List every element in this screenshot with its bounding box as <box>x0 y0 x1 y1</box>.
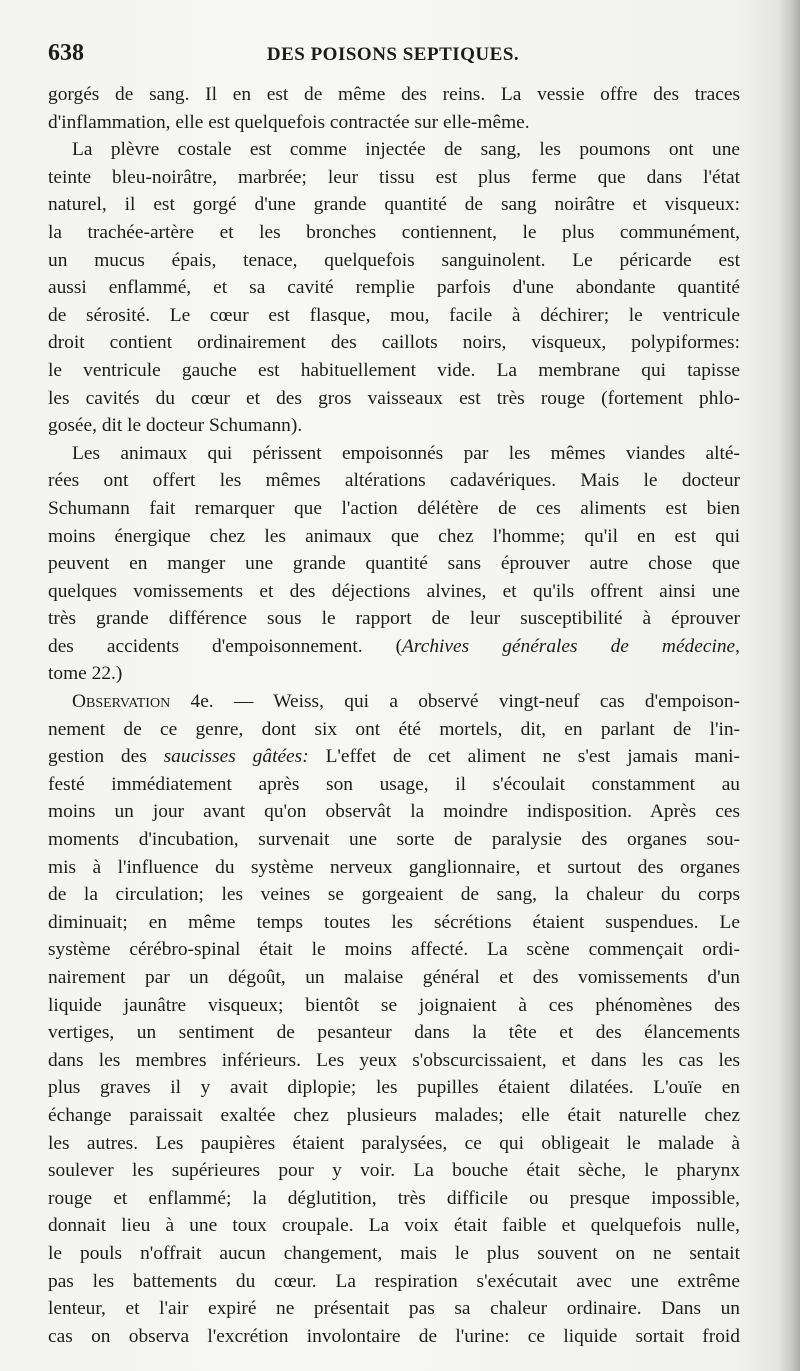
text-line <box>48 1019 740 1047</box>
line-text: nairement par un dégoût, un malaise général et des vomissements d'un <box>48 967 740 988</box>
line-text: un mucus épais, tenace, quelquefois sanguinolent. Le péricarde est <box>48 249 740 271</box>
line-text: naturel, il est gorgé d'une grande quantité de sang noirâtre et visqueux: <box>48 194 740 216</box>
text-line <box>48 136 740 164</box>
text-line <box>48 1295 740 1323</box>
text-line <box>48 688 740 716</box>
line-text: gosée, dit le docteur Schumann). <box>48 415 303 437</box>
line-text: nement de ce genre, dont six ont été mortels, dit, en parlant de l'in- <box>48 718 740 740</box>
text-line <box>48 1102 740 1130</box>
line-text: pas les battements du cœur. La respiration s'exécutait avec une extrême <box>48 1270 740 1292</box>
text-line <box>48 798 740 826</box>
line-text: soulever les supérieures pour y voir. La bouche était sèche, le pharynx <box>48 1160 740 1182</box>
text-line <box>48 523 740 551</box>
line-text: le ventricule gauche est habituellement vide. La membrane qui tapisse <box>48 359 740 381</box>
line-text: moments d'incubation, survenait une sorte de paralysie des organes sou- <box>48 829 740 851</box>
line-text: les cavités du cœur et des gros vaisseaux est très rouge (fortement phlo- <box>48 387 740 409</box>
text-line <box>48 992 740 1020</box>
text-line <box>48 164 740 192</box>
text-line <box>48 578 740 606</box>
page-header <box>48 40 738 74</box>
line-text: plus graves il y avait diplopie; les pupilles étaient dilatées. L'ouïe en <box>48 1077 740 1099</box>
page-gutter-shadow <box>778 0 800 1371</box>
line-text: les autres. Les paupières étaient paralysées, ce qui obligeait le malade à <box>48 1132 740 1154</box>
text-line <box>48 495 740 523</box>
text-line <box>48 716 740 744</box>
text-line <box>48 771 740 799</box>
line-text: système cérébro-spinal était le moins affecté. La scène commençait ordi- <box>48 939 740 961</box>
line-text: gestion des <box>48 746 164 768</box>
line-text: de la circulation; les veines se gorgeaient de sang, la chaleur du corps <box>48 884 740 906</box>
line-text: La plèvre costale est comme injectée de sang, les poumons ont une <box>72 139 740 161</box>
line-text: peuvent en manger une grande quantité sans éprouver autre chose que <box>48 553 740 575</box>
line-text: le pouls n'offrait aucun changement, mais le plus souvent on ne sentait <box>48 1242 740 1264</box>
line-text: teinte bleu-noirâtre, marbrée; leur tissu est plus ferme que dans l'état <box>48 166 740 188</box>
page-number: 638 <box>48 40 84 66</box>
text-line <box>48 109 740 137</box>
text-line <box>48 854 740 882</box>
line-text-tail: , <box>735 635 741 657</box>
text-line <box>48 274 740 302</box>
line-text: tome 22.) <box>48 663 123 685</box>
text-line <box>48 247 740 275</box>
text-line <box>48 936 740 964</box>
text-line <box>48 1240 740 1268</box>
text-line <box>48 1268 740 1296</box>
text-line <box>48 357 740 385</box>
line-text: cas on observa l'excrétion involontaire de l'urine: ce liquide sortait froid <box>48 1325 740 1347</box>
text-line <box>48 1323 740 1351</box>
line-text: diminuait; en même temps toutes les sécrétions étaient suspendues. Le <box>48 911 740 933</box>
line-text-tail: L'effet de cet aliment ne s'est jamais mani- <box>308 746 740 768</box>
line-text: liquide jaunâtre visqueux; bientôt se joignaient à ces phénomènes des <box>48 994 740 1016</box>
text-line <box>48 385 740 413</box>
line-text: de sérosité. Le cœur est flasque, mou, facile à déchirer; le ventricule <box>48 304 740 326</box>
line-text: des accidents d'empoisonnement. ( <box>48 635 403 657</box>
line-text: gorgés de sang. Il en est de même des reins. La vessie offre des traces <box>48 84 740 105</box>
text-line <box>48 1157 740 1185</box>
line-text: rouge et enflammé; la déglutition, très difficile ou presque impossible, <box>48 1187 740 1209</box>
line-text: très grande différence sous le rapport de leur susceptibilité à éprouver <box>48 608 740 630</box>
line-text: moins énergique chez les animaux que chez l'homme; qu'il en est qui <box>48 525 740 547</box>
text-line <box>48 1185 740 1213</box>
text-line <box>48 605 740 633</box>
text-line <box>48 219 740 247</box>
text-line <box>48 964 740 992</box>
text-line <box>48 1130 740 1158</box>
text-line <box>48 881 740 909</box>
text-line <box>48 1074 740 1102</box>
text-line <box>48 412 740 440</box>
italic-title: Archives générales de médecine <box>402 635 736 657</box>
line-text: Schumann fait remarquer que l'action délétère de ces aliments est bien <box>48 497 740 519</box>
text-line <box>48 329 740 357</box>
line-text: festé immédiatement après son usage, il s'écoulait constamment au <box>48 773 740 795</box>
line-text: dans les membres inférieurs. Les yeux s'obscurcissaient, et dans les cas les <box>48 1049 740 1071</box>
line-text: moins un jour avant qu'on observât la moindre indisposition. Après ces <box>48 801 740 823</box>
text-line <box>48 909 740 937</box>
line-text: 4e. — Weiss, qui a observé vingt-neuf cas d'empoison- <box>170 691 740 713</box>
line-text: d'inflammation, elle est quelquefois contractée sur elle-même. <box>48 111 530 133</box>
line-text: donnait lieu à une toux croupale. La voix était faible et quelquefois nulle, <box>48 1215 740 1237</box>
text-line <box>48 467 740 495</box>
line-text: droit contient ordinairement des caillots noirs, visqueux, polypiformes: <box>48 332 740 354</box>
text-line <box>48 440 740 468</box>
text-line <box>48 302 740 330</box>
line-text: quelques vomissements et des déjections alvines, et qu'ils offrent ainsi une <box>48 580 740 602</box>
line-text: mis à l'influence du système nerveux ganglionnaire, et surtout des organes <box>48 856 740 878</box>
body-text <box>48 81 740 1350</box>
line-text: lenteur, et l'air expiré ne présentait pas sa chaleur ordinaire. Dans un <box>48 1298 740 1320</box>
line-text: aussi enflammé, et sa cavité remplie parfois d'une abondante quantité <box>48 277 740 299</box>
text-line <box>48 743 740 771</box>
running-title: DES POISONS SEPTIQUES. <box>266 44 520 65</box>
text-line <box>48 1212 740 1240</box>
line-text: vertiges, un sentiment de pesanteur dans la tête et des élancements <box>48 1022 740 1044</box>
text-line <box>48 1047 740 1075</box>
line-text: Les animaux qui périssent empoisonnés par les mêmes viandes alté- <box>72 442 740 464</box>
text-line <box>48 826 740 854</box>
text-line <box>48 660 740 688</box>
line-text: la trachée-artère et les bronches contiennent, le plus communément, <box>48 221 740 243</box>
line-text: rées ont offert les mêmes altérations cadavériques. Mais le docteur <box>48 470 740 492</box>
observation-heading: Observation <box>72 691 171 713</box>
text-line <box>48 550 740 578</box>
text-line <box>48 191 740 219</box>
text-line <box>48 633 740 661</box>
italic-title: saucisses gâtées: <box>163 746 309 768</box>
text-line <box>48 81 740 109</box>
line-text: échange paraissait exaltée chez plusieurs malades; elle était naturelle chez <box>48 1104 740 1126</box>
